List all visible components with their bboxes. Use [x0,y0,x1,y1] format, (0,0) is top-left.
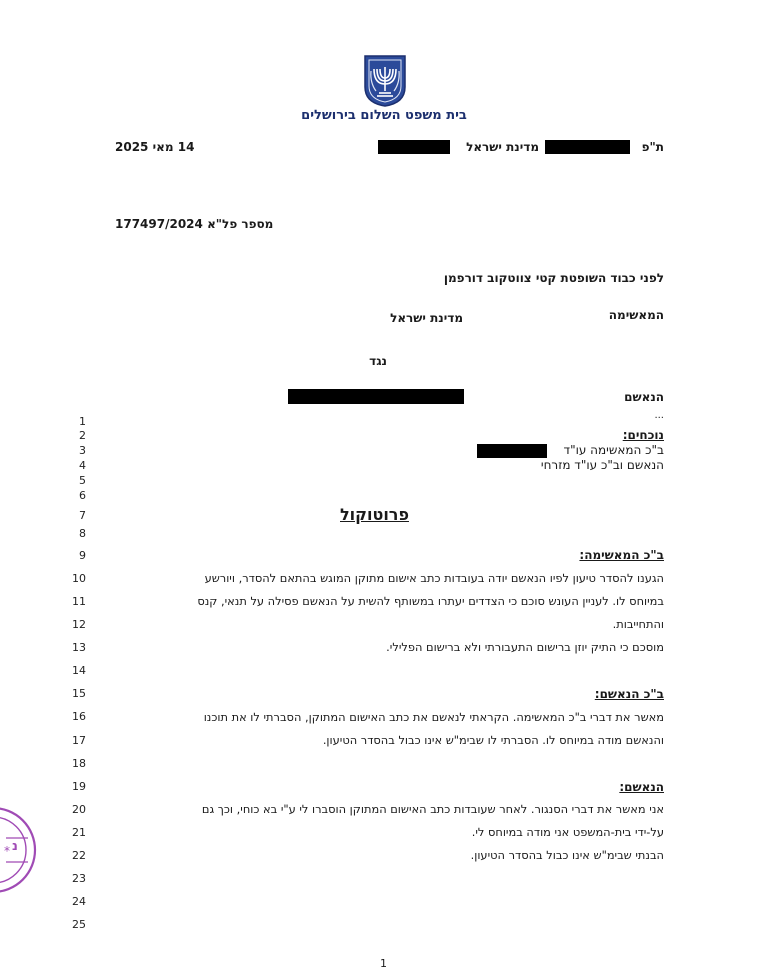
line-number: 1 [79,415,86,428]
case-type-prefix: ת"פ [641,140,664,154]
judge-line: לפני כבוד השופטת קטי צווטקוב דורפמן [443,271,664,285]
defense-line: מאשר את דברי ב"כ המאשימה. הקראתי לנאשם את כתב האישום המתוקן, הסברתי לו את תוכנו [203,710,664,724]
line-number: 17 [72,734,86,747]
state-emblem-icon [362,53,408,108]
line-number: 12 [72,618,86,631]
prosecution-line: והתחייבות. [612,617,664,631]
protocol-title: פרוטוקול [340,505,409,524]
defendant-line: הבנתי שבימ"ש אינו כבול בהסדר הטיעון. [470,848,664,862]
presence-defense: הנאשם וב"כ עו"ד מזרחי [540,458,664,472]
line-number: 16 [72,710,86,723]
defense-line: והנאשם מודה במיוחס לו. הסברתי לו שבימ"ש אינו כבול בהסדר הטיעון. [322,733,664,747]
svg-text:*: * [4,844,10,858]
court-name: בית משפט השלום בירושלים [301,108,467,123]
defense-section-heading: ב"כ הנאשם: [594,687,664,701]
line-number: 21 [72,826,86,839]
line-number: 9 [79,549,86,562]
prosecution-line: הגענו להסדר טיעון לפיו הנאשם יודה בעובדות כתב אישום מתוקן המוגש בהתאם להסדר, ויורשע [204,571,664,585]
defendant-line: אני מאשר את דברי הסנגור. לאחר שעובדות כתב האישום המתוקן הוסברו לי ע"י בא כוחי, וכך גם [201,802,664,816]
hearing-date: 14 מאי 2025 [115,140,195,154]
line-number: 3 [79,444,86,457]
line-number: 24 [72,895,86,908]
page-number: 1 [380,957,387,970]
prosecution-line: במיוחס לו. לעניין העונש סוכם כי הצדדים יעתרו במשותף להשית על הנאשם פסילה על תנאי, קנס [197,594,664,608]
line-number: 5 [79,474,86,487]
prosecution-line: מוסכם כי התיק יוזן ברישום התעבורתי ולא ברישום הפלילי. [386,640,664,654]
redaction-defendant-name [288,389,464,404]
line-number: 25 [72,918,86,931]
line-number: 2 [79,429,86,442]
case-party: מדינת ישראל [466,140,539,154]
versus-label: נגד [369,354,387,368]
line-number: 15 [72,687,86,700]
stamp-text: נ [12,839,18,854]
line-number: 20 [72,803,86,816]
presence-heading: נוכחים: [622,428,664,442]
redaction-defendant-name-header [378,140,450,154]
line-number: 22 [72,849,86,862]
redaction-case-number [545,140,630,154]
presence-prosecution: ב"כ המאשימה עו"ד [563,443,664,457]
police-file-number: מספר פל"א 177497/2024 [115,217,274,231]
line-number: 19 [72,780,86,793]
defendant-label: הנאשם [624,390,664,404]
line-number: 11 [72,595,86,608]
presence-dots: ... [654,410,664,421]
line-number: 14 [72,664,86,677]
line-number: 4 [79,459,86,472]
line-number: 13 [72,641,86,654]
line-number: 23 [72,872,86,885]
line-number: 10 [72,572,86,585]
redaction-prosecutor-name [477,444,547,458]
line-number: 7 [79,509,86,522]
line-numbers [64,0,86,977]
defendant-section-heading: הנאשם: [619,780,664,794]
prosecution-name: מדינת ישראל [390,311,463,325]
defendant-line: על-ידי בית-המשפט אני מודה במיוחס לי. [471,825,664,839]
prosecution-section-heading: ב"כ המאשימה: [579,548,664,562]
line-number: 18 [72,757,86,770]
line-number: 8 [79,527,86,540]
line-number: 6 [79,489,86,502]
court-stamp [0,785,38,915]
prosecution-label: המאשימה [608,308,664,322]
